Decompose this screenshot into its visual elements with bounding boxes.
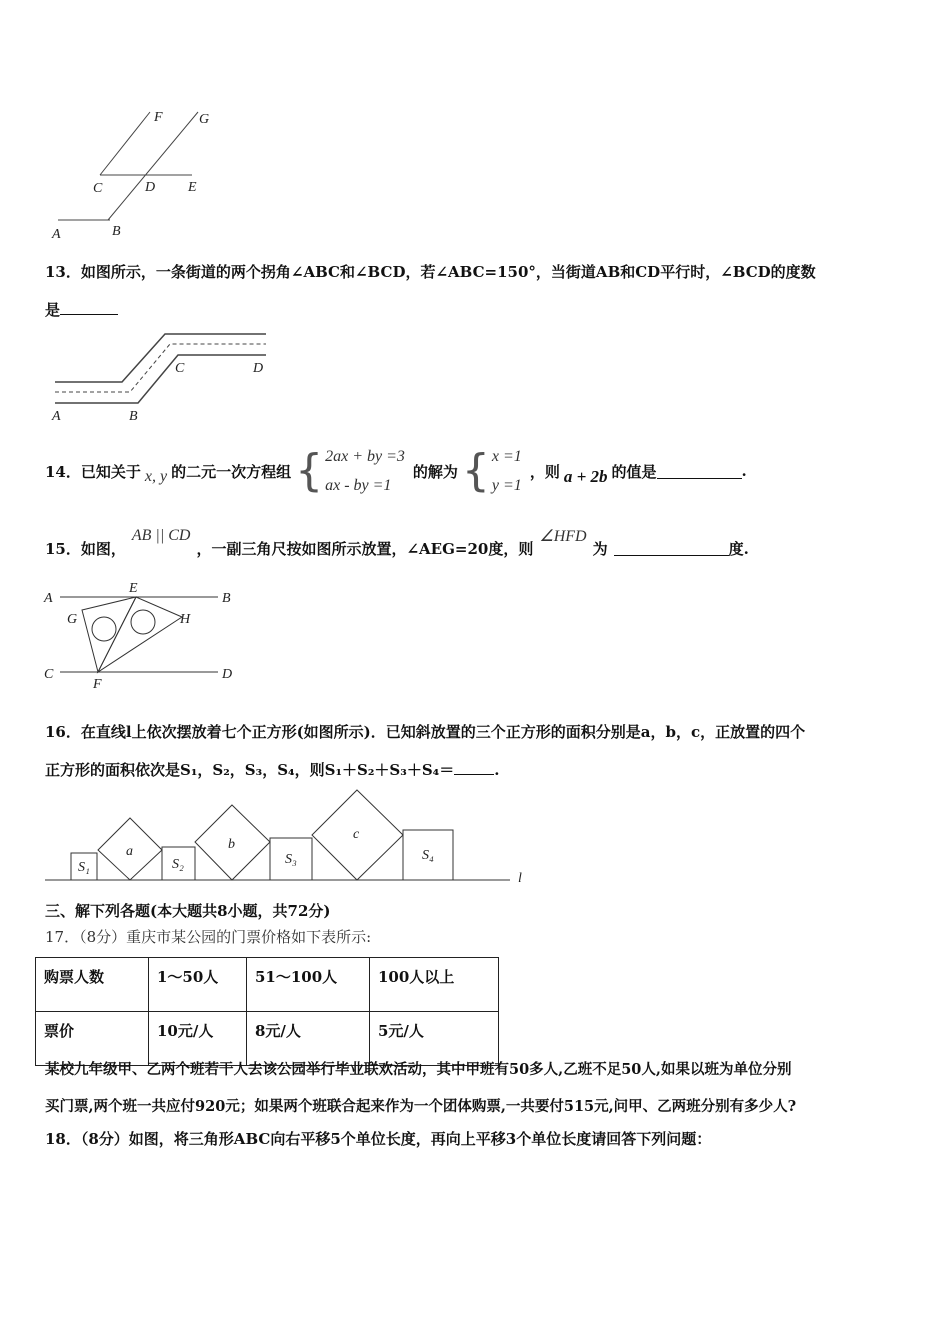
street-label-D: D (253, 361, 264, 376)
fig15-label-D: D (222, 667, 233, 682)
figure-parallel-lines (58, 112, 198, 220)
label-E: E (188, 180, 197, 195)
q14-solutions (492, 442, 522, 500)
q14-sol1: x =1 (491, 448, 522, 465)
figure-squares (45, 790, 510, 880)
table-cell: 10元/人 (149, 1012, 247, 1066)
fig15-label-A: A (44, 591, 53, 606)
fig15-label-B: B (222, 591, 231, 606)
q15-suffix-a: 为 (592, 539, 608, 558)
q14-end: . (741, 462, 747, 480)
fig15-label-H: H (180, 612, 191, 627)
q14-vars: x, y (144, 468, 168, 485)
q14-sol2: y =1 (491, 477, 522, 494)
label-D: D (145, 180, 156, 195)
square-label-s3: S₃ (285, 852, 297, 867)
q17-para2: 买门票,两个班一共应付920元；如果两个班联合起来作为一个团体购票,一共要付515元,问甲、乙两班分别有多少人? (45, 1098, 797, 1115)
q15-angle: ∠HFD (539, 528, 587, 545)
street-label-A: A (52, 409, 61, 424)
q15-prefix: 15．如图， (45, 539, 126, 558)
q13-prefix: 是 (45, 301, 61, 319)
fig15-label-E: E (129, 581, 138, 596)
brace-icon: { (461, 445, 490, 496)
brace-icon: { (295, 445, 324, 496)
q16-end: . (494, 761, 500, 779)
ticket-price-table (35, 957, 499, 1066)
fig15-label-C: C (44, 667, 54, 682)
label-C: C (93, 181, 103, 196)
square-label-b: b (228, 837, 235, 852)
square-label-s1: S₁ (78, 860, 90, 875)
q14-equations (325, 442, 405, 500)
q16-line2-wrap (45, 759, 499, 780)
q14-expr: a + 2b (563, 467, 608, 486)
q13-answer-blank (60, 300, 118, 315)
square-label-a: a (126, 844, 133, 859)
label-F: F (154, 110, 163, 125)
label-B: B (112, 224, 121, 239)
q14-prefix: 14．已知关于 (45, 462, 141, 481)
table-cell: 购票人数 (36, 958, 149, 1012)
q16-line1: 16．在直线l上依次摆放着七个正方形(如图所示)．已知斜放置的三个正方形的面积分别是a，b，c，正放置的四个 (45, 723, 806, 741)
table-cell: 1～50人 (149, 958, 247, 1012)
q14-suffix: 的值是 (611, 462, 657, 481)
q14-solution-system (462, 442, 522, 500)
label-A: A (52, 227, 61, 242)
square-label-s4: S₄ (422, 848, 434, 863)
q14-eq2: ax - by =1 (325, 477, 392, 494)
fig15-label-F: F (93, 677, 102, 692)
q14-mid: 的二元一次方程组 (171, 462, 292, 481)
fig15-label-G: G (67, 612, 78, 627)
q15-cond: AB || CD (131, 527, 191, 544)
table-cell: 8元/人 (247, 1012, 370, 1066)
line-label-l: l (518, 871, 522, 886)
table-row (36, 958, 499, 1012)
q15-line (45, 527, 749, 566)
square-label-s2: S₂ (172, 857, 184, 872)
label-G: G (199, 112, 210, 127)
figure-set-squares (60, 597, 218, 672)
q14-line (45, 440, 747, 502)
figure-street (55, 334, 266, 403)
table-cell: 票价 (36, 1012, 149, 1066)
q15-suffix-b: 度. (728, 539, 749, 558)
q14-equation-system (295, 442, 405, 500)
q16-line2: 正方形的面积依次是S₁，S₂，S₃，S₄，则S₁＋S₂＋S₃＋S₄＝ (45, 761, 455, 779)
q17-para1: 某校九年级甲、乙两个班若干人去该公园举行毕业联欢活动，其中甲班有50多人,乙班不足50人,如果以班为单位分别 (45, 1061, 792, 1078)
q16-answer-blank (454, 760, 494, 775)
street-label-B: B (129, 409, 138, 424)
q18-text: 18．（8分）如图，将三角形ABC向右平移5个单位长度，再向上平移3个单位长度请回答下列问题： (45, 1130, 712, 1148)
street-label-C: C (175, 361, 185, 376)
square-label-c: c (353, 827, 360, 842)
q14-eq1: 2ax + by =3 (325, 448, 405, 465)
table-cell: 51～100人 (247, 958, 370, 1012)
q13-text: 13．如图所示，一条街道的两个拐角∠ABC和∠BCD，若∠ABC=150°，当街道AB和CD平行时，∠BCD的度数 (45, 263, 816, 281)
table-cell: 100人以上 (370, 958, 499, 1012)
q15-mid: ，一副三角尺按如图所示放置，∠AEG=20度，则 (196, 539, 534, 558)
section-heading: 三、解下列各题(本大题共8小题，共72分) (45, 902, 331, 920)
q13-line2 (45, 299, 118, 320)
q15-answer-blank (614, 541, 729, 556)
table-cell: 5元/人 (370, 1012, 499, 1066)
q14-sol-label: 的解为 (412, 462, 458, 481)
q17-intro: 17．（8分）重庆市某公园的门票价格如下表所示: (45, 928, 372, 946)
q14-answer-blank (657, 464, 742, 479)
q14-then: ，则 (529, 462, 560, 481)
